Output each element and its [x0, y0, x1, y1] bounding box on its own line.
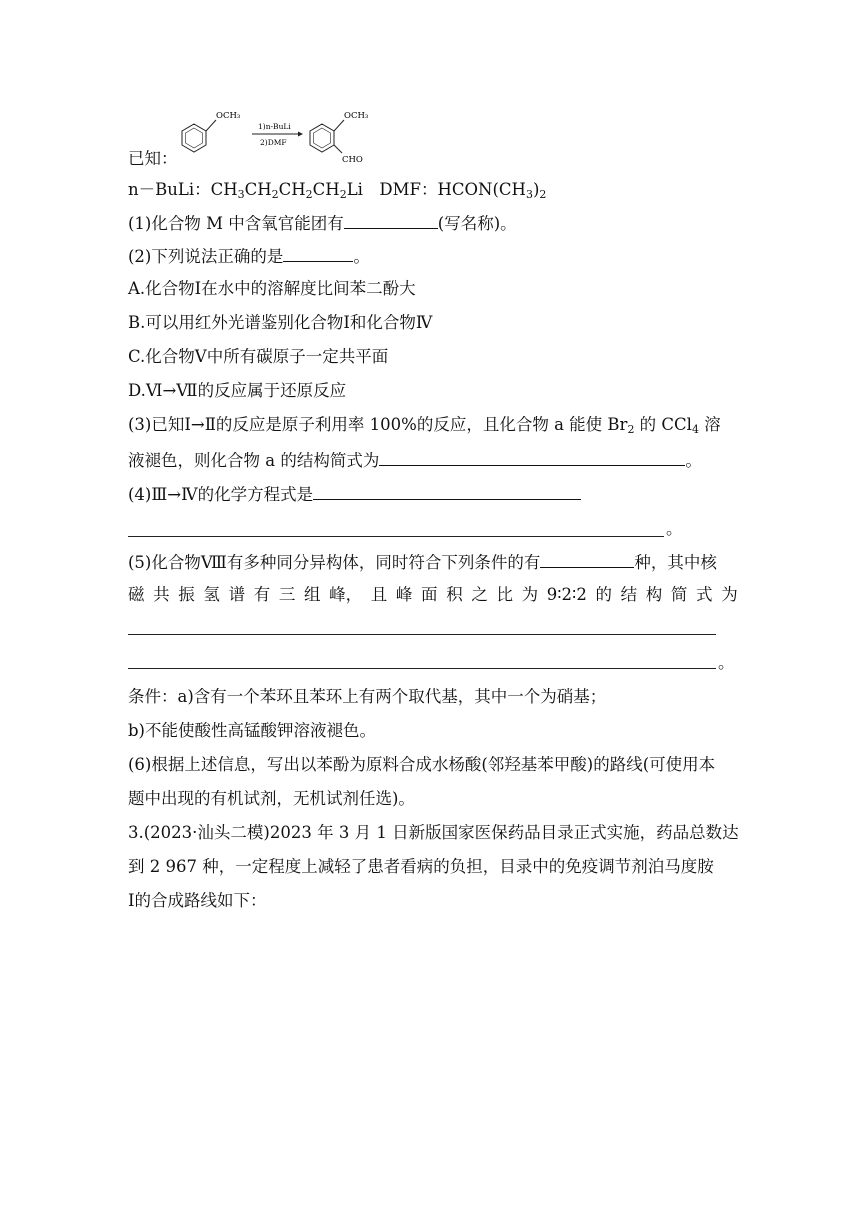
- question-2: (2)下列说法正确的是 。: [128, 244, 370, 268]
- question-5-end: 。: [718, 653, 735, 672]
- reaction-arrow: [252, 122, 303, 147]
- question-5-line-1: (5)化合物Ⅷ有多种同分异构体，同时符合下列条件的有 种，其中核: [128, 550, 717, 574]
- reaction-scheme: [176, 104, 396, 166]
- question-4: (4)Ⅲ→Ⅳ的化学方程式是: [128, 482, 581, 506]
- option-c: C.化合物Ⅴ中所有碳原子一定共平面: [128, 347, 389, 366]
- question-5-line-2: 磁 共 振 氢 谱 有 三 组 峰， 且 峰 面 积 之 比 为 9∶2∶2 的 结 构 简 式 为: [128, 585, 738, 604]
- question-6-line-1: (6)根据上述信息，写出以苯酚为原料合成水杨酸(邻羟基苯甲酸)的路线(可使用本: [128, 755, 716, 774]
- answer-line-5b[interactable]: [128, 634, 716, 635]
- question-6-line-2: 题中出现的有机试剂，无机试剂任选)。: [128, 789, 415, 808]
- condition-2: 2)DMF: [260, 138, 287, 147]
- question-3-heading-line-1: 3.(2023·汕头二模)2023 年 3 月 1 日新版国家医保药品目录正式实施，药品总数达: [128, 823, 739, 842]
- condition-1: 1)n-BuLi: [258, 122, 291, 131]
- question-3-heading-line-2: 到 2 967 种，一定程度上减轻了患者看病的负担，目录中的免疫调节剂泊马度胺: [128, 857, 714, 876]
- question-3-line-2: 液褪色，则化合物 a 的结构简式为 。: [128, 448, 702, 472]
- condition-b: b)不能使酸性高锰酸钾溶液褪色。: [128, 721, 376, 740]
- question-4-end: 。: [666, 519, 683, 538]
- reagent-definitions: n－BuLi：$CH_3CH_2CH_2CH_2Li$ DMF：$HCON(CH_3)_2$: [128, 180, 547, 201]
- reactant-substituent: OCH₃: [216, 111, 241, 121]
- answer-blank-5a[interactable]: [540, 550, 634, 568]
- question-3-heading-line-3: Ⅰ的合成路线如下：: [128, 891, 267, 910]
- condition-a: 条件：a)含有一个苯环且苯环上有两个取代基，其中一个为硝基；: [128, 687, 607, 706]
- answer-blank-4a[interactable]: [313, 482, 581, 500]
- product-substituent-1: OCH₃: [344, 111, 369, 121]
- option-d: D.Ⅵ→Ⅶ的反应属于还原反应: [128, 381, 347, 400]
- answer-blank-2[interactable]: [283, 244, 353, 262]
- product-substituent-2: CHO: [342, 155, 363, 165]
- product-methoxybenzaldehyde: [310, 111, 368, 165]
- answer-line-5c[interactable]: [128, 668, 716, 669]
- question-1: (1)化合物 M 中含氧官能团有 (写名称)。: [128, 211, 517, 235]
- question-3-line-1: (3)已知Ⅰ→Ⅱ的反应是原子利用率 100%的反应，且化合物 a 能使 $Br_2$ 的 CCl$_4$ 溶: [128, 415, 721, 436]
- reactant-anisole: [182, 111, 240, 152]
- answer-blank-3[interactable]: [379, 448, 685, 466]
- option-b: B.可以用红外光谱鉴别化合物Ⅰ和化合物Ⅳ: [128, 313, 433, 332]
- known-label: 已知：: [128, 149, 178, 168]
- answer-blank-1[interactable]: [344, 211, 438, 229]
- option-a: A.化合物Ⅰ在水中的溶解度比间苯二酚大: [128, 279, 416, 298]
- answer-line-4b[interactable]: [128, 536, 664, 537]
